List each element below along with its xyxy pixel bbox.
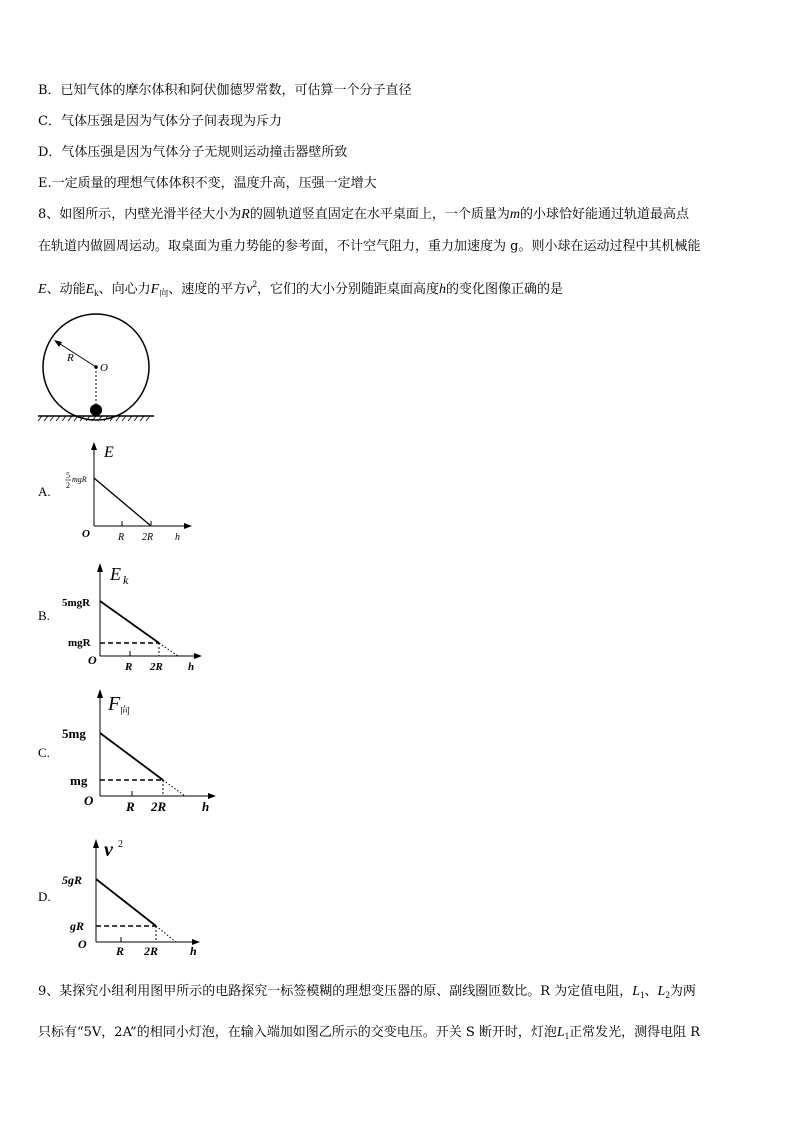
- q9-text: 正常发光，测得电阻 R: [569, 1025, 701, 1040]
- q9-var-L2-main: L: [657, 984, 666, 999]
- q8-var-F-main: F: [150, 282, 160, 297]
- q8-var-h: h: [438, 282, 446, 297]
- q7-option-e: E.一定质量的理想气体体积不变，温度升高，压强一定增大: [38, 176, 377, 191]
- data-line-dotted-extension: [156, 926, 176, 942]
- center-label: O: [100, 362, 108, 374]
- q9-text: 、: [644, 984, 658, 999]
- q9-var-L1-main: L: [632, 984, 640, 999]
- x-tick-label-2R: 2R: [142, 532, 154, 543]
- origin-label: O: [78, 937, 87, 951]
- data-line: [100, 733, 163, 780]
- y-axis-label: v: [104, 839, 113, 861]
- q9-var-L1: [632, 984, 644, 999]
- center-dot: [94, 365, 98, 369]
- data-line-dotted-extension: [159, 643, 178, 656]
- data-line-dotted-extension: [163, 780, 185, 796]
- q8-var-Ek-sub: k: [94, 288, 99, 298]
- q8-text: 8、如图所示，内壁光滑半径大小为: [38, 207, 242, 222]
- y-axis-label: F: [108, 693, 121, 715]
- y-axis-label: E: [104, 444, 114, 461]
- y-axis-arrow: [91, 442, 97, 450]
- radius-arrow: [57, 342, 96, 367]
- q9-stem-line1: [38, 983, 696, 1004]
- x-tick-label-R: R: [116, 944, 125, 958]
- q8-text: 的小球恰好能通过轨道最高点: [519, 207, 689, 222]
- origin-label: O: [82, 528, 90, 540]
- q8-text: 、速度的平方: [168, 282, 247, 297]
- q8-var-m: m: [509, 207, 520, 222]
- x-axis-arrow: [194, 653, 202, 659]
- q9-var-L1-sub: 1: [640, 990, 645, 1000]
- q8-var-F: [151, 282, 169, 297]
- origin-label: O: [84, 793, 94, 808]
- option-c-label: C.: [38, 745, 50, 760]
- y-axis-label: E: [110, 564, 121, 584]
- option-b-graph: [58, 558, 208, 673]
- y-axis-arrow: [97, 563, 103, 572]
- circular-track-figure: [30, 312, 170, 424]
- q8-text: 、向心力: [98, 282, 151, 297]
- ball: [90, 404, 102, 416]
- y-bottom-tick-label: gR: [70, 919, 85, 933]
- q8-var-Ek-main: E: [85, 282, 95, 297]
- x-tick-label-R: R: [126, 799, 135, 814]
- x-axis-label: h: [202, 799, 210, 814]
- option-a-graph: [58, 440, 198, 545]
- option-b-label: B.: [38, 608, 50, 623]
- q8-var-v-sup: 2: [252, 279, 257, 289]
- q8-var-v2: [246, 279, 257, 297]
- y-top-tick-label: 5mg: [62, 726, 86, 741]
- q8-stem-line2: 在轨道内做圆周运动。取桌面为重力势能的参考面，不计空气阻力，重力加速度为 g。则小球在运动过程中其机械能: [38, 239, 701, 254]
- y-axis-sub: k: [123, 573, 129, 587]
- x-tick-label-R: R: [118, 532, 125, 543]
- q8-text: 的圆轨道竖直固定在水平桌面上，一个质量为: [249, 207, 510, 222]
- q9-stem-line2: [38, 1024, 700, 1045]
- q9-text: 9、某探究小组利用图甲所示的电路探究一标签模糊的理想变压器的原、副线圈匝数比。R 为定值电阻，: [38, 984, 633, 999]
- q7-option-d: D．气体压强是因为气体分子无规则运动撞击器壁所致: [38, 145, 348, 160]
- q9-text: 为两: [669, 984, 696, 999]
- q9-text: 只标有“5V，2A”的相同小灯泡，在输入端加如图乙所示的交变电压。开关 S 断开时，灯泡: [38, 1025, 557, 1040]
- option-a-label: A.: [38, 484, 51, 499]
- q8-text: 的变化图像正确的是: [445, 282, 563, 297]
- q8-var-E: E: [38, 282, 47, 297]
- x-tick-label-2R: 2R: [151, 799, 167, 814]
- q8-var-v-main: v: [246, 282, 253, 297]
- y-bottom-tick-label: mgR: [68, 637, 91, 649]
- y-top-tick-den: 2: [66, 481, 70, 490]
- x-axis-label: h: [188, 661, 195, 673]
- q9-var-L1b-sub: 1: [564, 1031, 570, 1041]
- x-tick-label-R: R: [125, 661, 133, 673]
- y-top-tick-label: 5gR: [62, 873, 83, 887]
- y-axis-sub: 向: [120, 706, 130, 717]
- option-d-label: D.: [38, 889, 51, 904]
- data-line: [94, 478, 151, 526]
- data-line: [100, 601, 159, 643]
- radius-arrowhead: [54, 340, 62, 347]
- q9-var-L1b-main: L: [556, 1025, 565, 1040]
- y-bottom-tick-label: mg: [70, 773, 88, 788]
- q7-option-c: C．气体压强是因为气体分子间表现为斥力: [38, 114, 282, 129]
- q8-var-F-sub: 向: [159, 288, 169, 298]
- q8-stem-line1: [38, 206, 689, 224]
- x-axis-arrow: [184, 523, 192, 529]
- option-d-graph: [58, 834, 208, 959]
- q8-var-Ek: [86, 282, 99, 297]
- data-line: [96, 879, 156, 926]
- x-tick-label-2R: 2R: [144, 944, 159, 958]
- q8-stem-line3: [38, 275, 563, 302]
- y-top-tick-num: 5: [66, 471, 70, 480]
- radius-label: R: [67, 352, 74, 364]
- y-axis-arrow: [97, 689, 103, 698]
- y-axis-sup: 2: [118, 839, 123, 850]
- y-top-tick-rest: mgR: [72, 475, 87, 484]
- y-axis-arrow: [93, 839, 99, 848]
- q8-text: 、动能: [46, 282, 86, 297]
- q9-var-L2: [658, 984, 670, 999]
- q8-var-R: R: [241, 207, 250, 222]
- q9-var-L1b: [557, 1025, 569, 1040]
- option-c-graph: [58, 684, 223, 814]
- y-top-tick-label: 5mgR: [62, 597, 91, 609]
- x-axis-label: h: [190, 944, 197, 958]
- origin-label: O: [88, 653, 97, 667]
- x-axis-label: h: [175, 532, 180, 543]
- q8-text: ，它们的大小分别随距桌面高度: [256, 282, 439, 297]
- q9-var-L2-sub: 2: [665, 990, 670, 1000]
- q7-option-b: B．已知气体的摩尔体积和阿伏伽德罗常数，可估算一个分子直径: [38, 83, 412, 98]
- x-tick-label-2R: 2R: [150, 661, 163, 673]
